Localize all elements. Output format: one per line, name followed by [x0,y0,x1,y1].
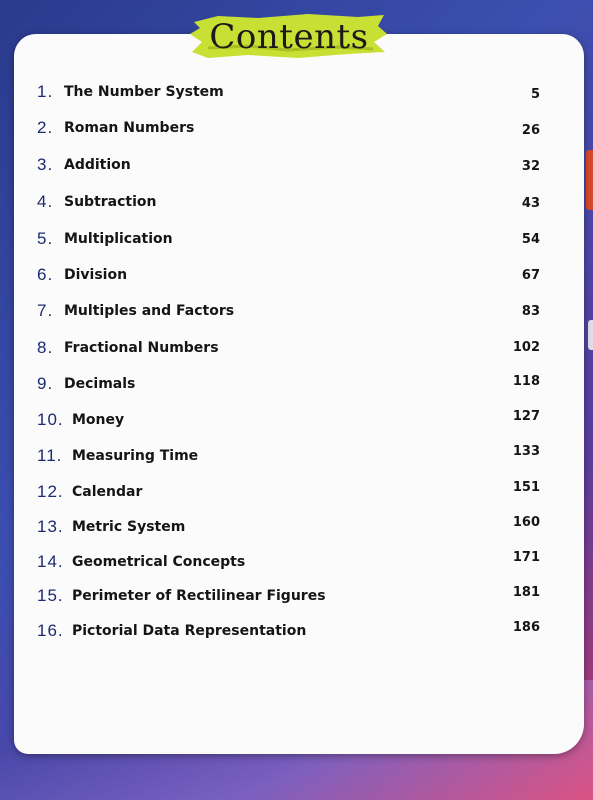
chapter-number: 8. [37,338,54,357]
chapter-number: 10. [37,410,64,429]
chapter-number: 2. [37,118,54,137]
chapter-number: 6. [37,265,54,284]
chapter-number: 3. [37,155,54,174]
page-number: 102 [512,340,540,355]
page-number: 160 [512,515,540,530]
toc-entry [0,517,593,541]
chapter-number: 12. [37,482,64,501]
toc-entry [0,446,593,470]
chapter-number: 5. [37,229,54,248]
chapter-number: 7. [37,301,54,320]
chapter-title: The Number System [64,84,224,100]
page-number: 186 [512,620,540,635]
chapter-title: Division [64,267,128,283]
chapter-title: Fractional Numbers [64,340,219,356]
chapter-title: Geometrical Concepts [72,554,246,570]
chapter-number: 14. [37,552,64,571]
chapter-title: Money [72,412,125,428]
toc-entry [0,82,593,106]
chapter-title: Multiplication [64,231,173,247]
chapter-number: 11. [37,446,63,465]
chapter-title: Roman Numbers [64,120,195,136]
page-title: Contents [209,17,369,57]
page-number: 151 [512,480,540,495]
toc-entry [0,374,593,398]
page-number: 43 [521,196,540,211]
chapter-number: 4. [37,192,54,211]
toc-entry [0,586,593,610]
toc-entry [0,229,593,253]
page-number: 127 [512,409,540,424]
page-number: 118 [512,374,540,389]
toc-entry [0,301,593,325]
toc-entry [0,338,593,362]
page-number: 181 [512,585,540,600]
toc-entry [0,482,593,506]
page-number: 26 [521,123,540,138]
chapter-title: Pictorial Data Representation [72,623,307,639]
chapter-number: 16. [37,621,64,640]
toc-entry [0,192,593,216]
chapter-title: Decimals [64,376,136,392]
chapter-title: Measuring Time [72,448,199,464]
toc-entry [0,265,593,289]
page-number: 67 [521,268,540,283]
chapter-number: 13. [37,517,64,536]
toc-entry [0,155,593,179]
chapter-title: Subtraction [64,194,157,210]
page-number: 83 [521,304,540,319]
page-number: 32 [521,159,540,174]
chapter-title: Multiples and Factors [64,303,235,319]
chapter-number: 9. [37,374,54,393]
toc-entry [0,118,593,142]
toc-entry [0,410,593,434]
chapter-title: Perimeter of Rectilinear Figures [72,588,326,604]
chapter-number: 15. [37,586,64,605]
toc-entry [0,552,593,576]
chapter-title: Addition [64,157,131,173]
page-number: 5 [530,87,540,102]
chapter-title: Metric System [72,519,186,535]
page-number: 171 [512,550,540,565]
chapter-title: Calendar [72,484,143,500]
toc-entry [0,621,593,645]
page-number: 54 [521,232,540,247]
chapter-number: 1. [37,82,54,101]
page-number: 133 [512,444,540,459]
